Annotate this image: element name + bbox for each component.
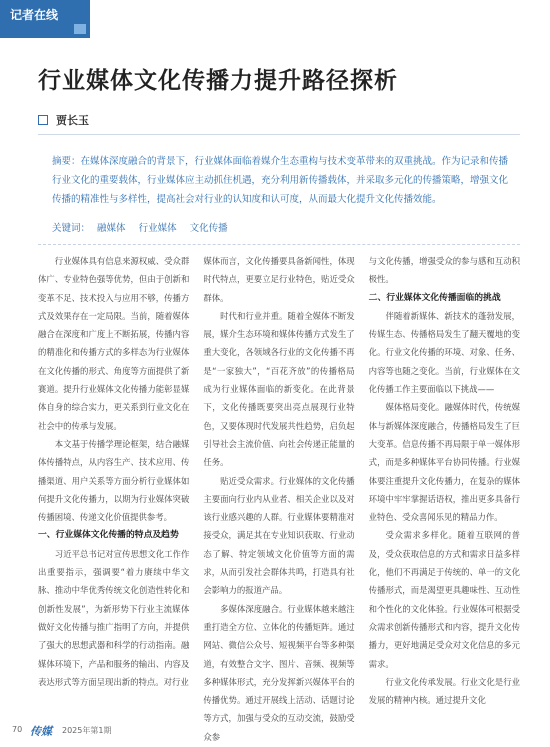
paragraph: 媒体格局变化。融媒体时代，传统媒体与新媒体深度融合，传播格局发生了巨大变革。信息传播不再局限于单一媒体形式，而是多种媒体平台协同传播。行业媒体要注重提升文化传播力，在复杂的媒体环境中牢牢掌握话语权，推出更多具备行业特色、受众喜闻乐见的精品力作。 <box>368 402 520 523</box>
section-tab-decoration <box>74 24 86 34</box>
header-divider <box>38 134 520 135</box>
abstract-label: 摘要： <box>52 156 81 167</box>
keyword-item: 融媒体 <box>97 223 126 234</box>
body-columns <box>38 252 520 746</box>
author-square-icon <box>38 115 48 125</box>
section-heading: 一、行业媒体文化传播的特点及趋势 <box>38 530 179 541</box>
paragraph: 与文化传播，增强受众的参与感和互动积极性。 <box>368 256 520 285</box>
section-heading: 二、行业媒体文化传播面临的挑战 <box>368 292 501 303</box>
paragraph: 多媒体深度融合。行业媒体越来越注重打造全方位、立体化的传播矩阵。通过网站、微信公众号、短视频平台等多种渠道，有效整合文字、图片、音频、视频等多种媒体形式，充分发挥新兴媒体平台的传播优势。通过开展线上活动、话题讨论等方式，加强与受众的互动交流，鼓励受众参 <box>203 603 355 742</box>
paragraph: 本文基于传播学理论框架，结合融媒体传播特点，从内容生产、技术应用、传播渠道、用户关系等方面分析行业媒体如何提升文化传播力，以期为行业媒体突破传播困境、传递文化价值提供参考。 <box>38 438 190 523</box>
keywords <box>52 220 238 234</box>
issue-label: 2025年第1期 <box>62 726 112 735</box>
paragraph: 行业媒体具有信息来源权威、受众群体广、专业特色强等优势，但由于创新和变革不足、技术投入与应用不够，传播方式及效果存在一定局限。当前，随着媒体融合在深度和广度上不断拓展，传播内容的精准化和传播方式的多样态为行业媒体在文化传播的形式、角度等方面提供了新赛道。提升行业媒体文化传播力能彰显媒体自身的综合实力，更关系到行业文化在社会中的传承与发展。 <box>38 256 190 431</box>
column-3 <box>369 252 520 746</box>
keywords-label: 关键词： <box>52 223 91 234</box>
page-footer <box>0 723 550 739</box>
abstract <box>52 152 510 209</box>
journal-logo: 传媒 <box>30 725 52 738</box>
keyword-item: 行业媒体 <box>138 223 177 234</box>
paragraph: 媒体而言，文化传播要具备新闻性，体现时代特点，更要立足行业特色，贴近受众群体。 <box>203 256 355 303</box>
abstract-text: 在媒体深度融合的背景下，行业媒体面临着媒介生态重构与技术变革带来的双重挑战。作为记录和传播行业文化的重要载体，行业媒体应主动抓住机遇，充分利用新传播载体，并采取多元化的传播策略，增强文化传播的精准性与多样性，提高社会对行业的认知度和认可度，从而最大化提升文化传播效能。 <box>52 156 509 205</box>
keyword-item: 文化传播 <box>189 223 228 234</box>
page-number: 70 <box>12 725 23 734</box>
paragraph: 行业文化传承发展。行业文化是行业发展的精神内核。通过提升文化 <box>368 676 520 706</box>
column-2 <box>203 252 354 746</box>
section-tab-label: 记者在线 <box>10 8 59 22</box>
paragraph: 伴随着新媒体、新技术的蓬勃发展，传媒生态、传播格局发生了翻天覆地的变化。行业文化传播的环境、对象、任务、内容等也随之变化。当前，行业媒体在文化传播工作主要面临以下挑战—— <box>368 310 520 395</box>
paragraph: 时代和行业并重。随着全媒体不断发展，媒介生态环境和媒体传播方式发生了重大变化，各领域各行业的文化传播不再是“一家独大”，“百花齐放”的传播格局成为行业媒体面临的新变化。在此背景下，文化传播既要突出亮点展现行业特色，又要体现时代发展共性趋势，启负起引导社会主流价值、向社会传递正能量的任务。 <box>203 310 355 468</box>
column-1 <box>38 252 189 746</box>
paragraph: 贴近受众需求。行业媒体的文化传播主要面向行业内从业者、相关企业以及对该行业感兴趣的人群。行业媒体要精准对接受众，满足其在专业知识获取、行业动态了解、特定领域文化价值等方面的需求，从而引发社会群体共鸣，打造具有社会影响力的报道产品。 <box>203 475 355 596</box>
paragraph: 习近平总书记对宣传思想文化工作作出重要指示，强调要“着力赓续中华文脉、推动中华优秀传统文化创造性转化和创新性发展”，为新形势下行业主流媒体做好文化传播与推广指明了方向，并提供了强大的思想武器和科学的行动指南。融媒体环境下，产品和服务的输出、内容及表达形式等方面呈现出新的特点。对行业 <box>38 548 190 687</box>
author-name: 贾长玉 <box>56 114 89 127</box>
author-row <box>38 112 89 128</box>
paragraph: 受众需求多样化。随着互联网的普及，受众获取信息的方式和需求日益多样化，他们不再满足于传统的、单一的文化传播形式，而是渴望更具趣味性、互动性和个性化的文化体验。行业媒体可根据受众需求创新传播形式和内容，提升文化传播力，更好地满足受众对文化信息的多元需求。 <box>368 530 520 669</box>
article-title: 行业媒体文化传播力提升路径探析 <box>38 68 398 94</box>
abstract-divider <box>38 244 520 245</box>
